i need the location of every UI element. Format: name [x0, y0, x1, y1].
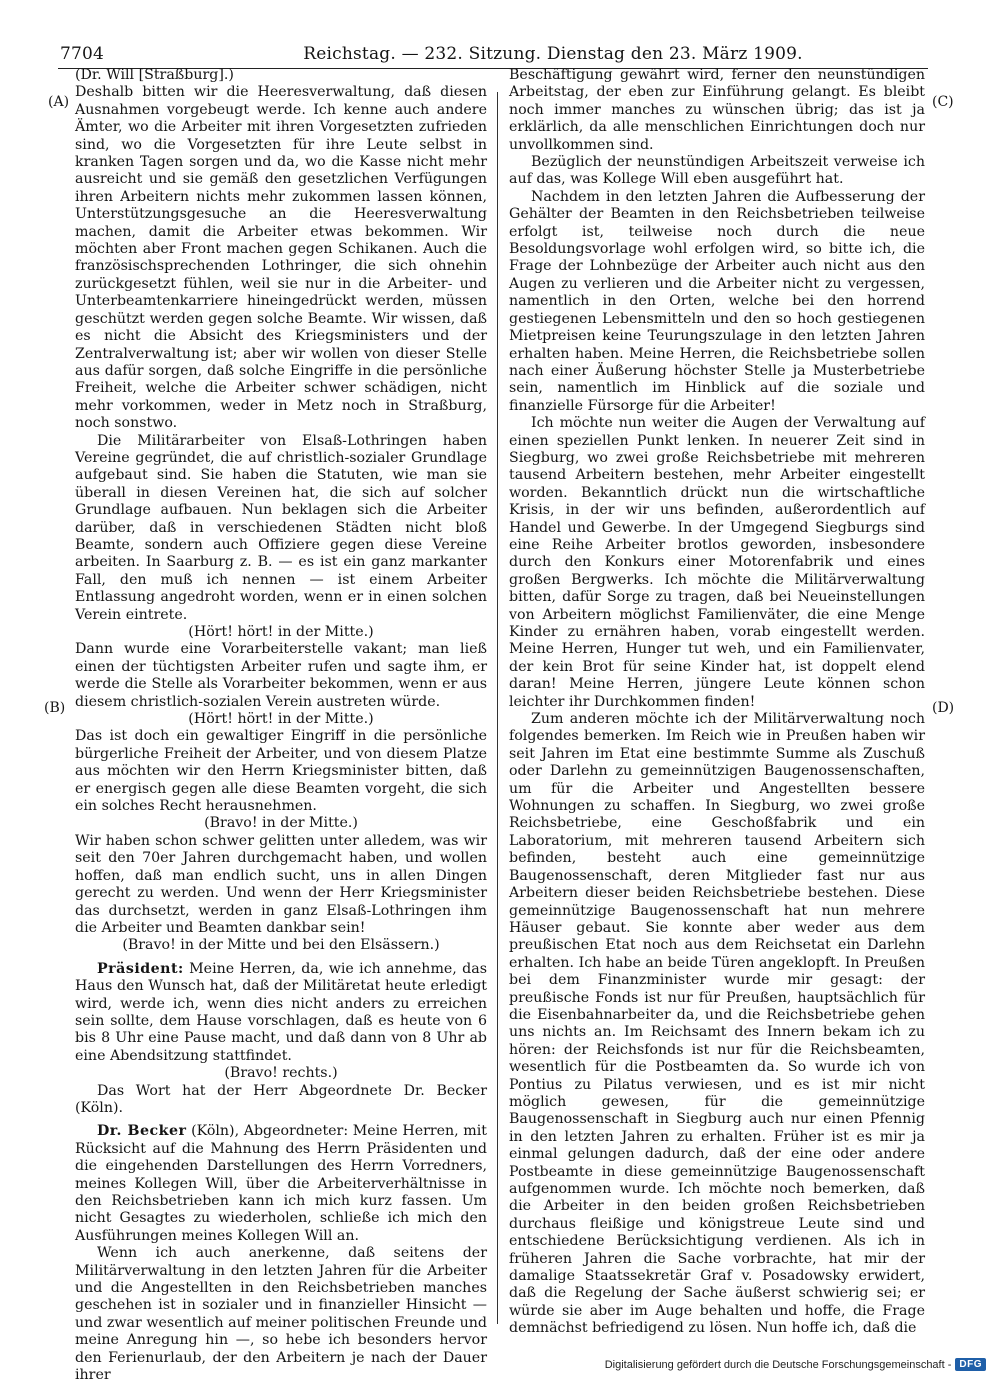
speech-text: (Köln), Abgeordneter: Meine Herren, mit Rücksicht auf die Mahnung des Herrn Präsidenten und die eingehenden Darstellungen des Herrn Vorredners, meines Kollegen Will, über die Arbeiterverhältnisse in den Reichsbetrieben kann ich mich kurz fassen. Um nicht Gesagtes zu wiederholen, schließe ich mich den Ausführungen meines Kollegen Will an. — [75, 1123, 488, 1244]
paragraph: Dann wurde eine Vorarbeiterstelle vakant; man ließ einen der tüchtigsten Arbeiter rufen und sagte ihm, er werde die Stelle als Vorarbeiter bekommen, wenn er aus diesem christlich-sozialen Verein austreten würde. — [75, 641, 487, 710]
footer-text: Digitalisierung gefördert durch die Deutsche Forschungsgemeinschaft - — [604, 1358, 952, 1371]
speaker-name: Präsident: — [97, 960, 184, 977]
margin-mark-a: (A) — [48, 94, 70, 110]
paragraph: Wir haben schon schwer gelitten unter alledem, was wir seit den 70er Jahren durchgemacht haben, und wollen hoffen, daß man endlich sucht, uns in allen Dingen gerecht zu werden. Und wenn der Herr Kriegsminister das durchsetzt, werden in ganz Elsaß-Lothringen ihm die Arbeiter und Beamten dankbar sein! — [75, 832, 487, 936]
paragraph: Die Militärarbeiter von Elsaß-Lothringen haben Vereine gegründet, die auf christlich-sozialer Grundlage aufgebaut sind. Sie haben die Statuten, wie man sie überall in diesen Vereinen hat, die sich auf solcher Grundlage aufbauen. Nun beklagen sich die Arbeiter darüber, daß in verschiedenen Städten nicht bloß Beamte, sondern auch Offiziere gegen diese Vereine arbeiten. In Saarburg z. B. — es ist ein ganz markanter Fall, den muß ich nennen — ist einem Arbeiter Entlassung angedroht worden, wenn er in einen solchen Verein eintrete. — [75, 432, 487, 623]
left-column — [75, 67, 488, 1384]
margin-mark-d: (D) — [932, 700, 955, 716]
page-number: 7704 — [60, 44, 105, 64]
interjection: (Bravo! rechts.) — [224, 1065, 338, 1082]
paragraph: Wenn ich auch anerkenne, daß seitens der Militärverwaltung in den letzten Jahren für die Arbeiter und die Angestellten in den Reichsbetrieben manches geschehen ist in sozialer und in finanzieller Hinsicht — und zwar wesentlich auf meiner politischen Freunde und meine Anregung hin —, so hebe ich besonders hervor den Ferienurlaub, der den Arbeitern je nach der Dauer ihrer — [75, 1245, 487, 1384]
interjection: (Bravo! in der Mitte.) — [204, 815, 358, 832]
president-statement — [75, 961, 487, 1065]
speaker-reference: (Dr. Will [Straßburg].) — [75, 67, 234, 83]
paragraph: Nachdem in den letzten Jahren die Aufbesserung der Gehälter der Beamten in den Reichsbetrieben teilweise erfolgt ist, teilweise noch durch die neue Besoldungsvorlage wohl erfolgen wird, so bitte ich, die Frage der Lohnbezüge der Arbeiter auch nicht aus den Augen zu verlieren und die Arbeiter nicht zu vergessen, namentlich in den Orten, welche bei den horrend gestiegenen Lebensmitteln und den so hoch gestiegenen Mietpreisen keine Teurungszulage in den letzten Jahren erhalten haben. Meine Herren, die Reichsbetriebe sollen nach einer Äußerung höchster Stelle ja Musterbetriebe sein, namentlich im Hinblick auf die soziale und finanzielle Fürsorge für die Arbeiter! — [509, 188, 925, 414]
interjection: (Bravo! in der Mitte und bei den Elsässern.) — [122, 937, 440, 954]
dfg-logo-icon: DFG — [955, 1358, 986, 1371]
interjection: (Hört! hört! in der Mitte.) — [188, 624, 374, 640]
paragraph: Zum anderen möchte ich der Militärverwaltung noch folgendes bemerken. Im Reich wie in Preußen haben wir seit Jahren im Etat eine bestimmte Summe als Zuschuß oder Darlehn zu gemeinnützigen Baugenossenschaften, um für die Arbeiter und Angestellten bessere Wohnungen zu schaffen. In Siegburg, wo zwei große Reichsbetriebe, eine Geschoßfabrik und ein Laboratorium, mit mehreren tausend Arbeitern sich befinden, besteht auch eine gemeinnützige Baugenossenschaft, deren Mitglieder fast nur aus Arbeitern dieser beiden Reichsbetriebe bestehen. Diese gemeinnützige Baugenossenschaft hat nun mehrere Häuser gebaut. Sie konnte aber weder aus dem preußischen Etat noch aus dem Reichsetat ein Darlehn erhalten. Ich habe an beide Türen angeklopft. In Preußen bei dem Finanzminister wurde mir gesagt: der preußische Fonds ist nur für Preußen, hauptsächlich für die Eisenbahnarbeiter da, und die Reichsbetriebe gehen uns nichts an. Im Reichsamt des Innern bekam ich zu hören: der Reichsfonds ist nur für die Reichsbeamten, wesentlich für die Postbeamten da. So wurde ich von Pontius zu Pilatus verwiesen, und es ist mir nicht möglich gewesen, für die gemeinnützige Baugenossenschaft in Siegburg auch nur einen Pfennig in den letzten Jahren zu erhalten. Früher ist es mir ja einmal gelungen dadurch, daß der eine oder andere Postbeamte in diese gemeinnützige Baugenossenschaft aufgenommen wurde. Ich möchte noch bemerken, daß die Arbeiter in den beiden großen Reichsbetrieben durchaus fleißige und königstreue Leute sind und entschiedene Berücksichtigung verdienen. Als ich in früheren Jahren die Sache vorbrachte, hat mir der damalige Staatssekretär Graf v. Posadowsky erwidert, daß die Regelung der Sache äußerst schwierig sei; er würde sie aber im Auge behalten und hoffe, die Frage demnächst befriedigend zu lösen. Nun hoffe ich, daß die — [509, 711, 925, 1337]
paragraph: Beschäftigung gewährt wird, ferner den neunstündigen Arbeitstag, der eben zur Einführung gelangt. Es bleibt noch immer manches zu wünschen übrig; das ist ja erklärlich, da alle menschlichen Einrichtungen doch nur unvollkommen sind. — [509, 67, 925, 153]
speaker-name: Dr. Becker — [97, 1123, 187, 1140]
paragraph: Das ist doch ein gewaltiger Eingriff in die persönliche bürgerliche Freiheit der Arbeiter, und von diesem Platze aus möchten wir den Herrn Kriegsminister bitten, daß er energisch gegen alle diese Beamten vorgeht, die sich ein solches Recht herausnehmen. — [75, 728, 487, 815]
speech-text: Meine Herren, da, wie ich annehme, das Haus den Wunsch hat, daß der Militäretat heute erledigt wird, werde ich, wenn dies nicht anders zu erreichen sein sollte, dem Hause vorschlagen, daß es heute von 6 bis 8 Uhr eine Pause macht, und daß dann von 8 Uhr ab eine Abendsitzung stattfindet. — [75, 960, 488, 1064]
margin-mark-c: (C) — [932, 94, 954, 110]
paragraph: Das Wort hat der Herr Abgeordnete Dr. Becker (Köln). — [75, 1082, 487, 1116]
paragraph: Ich möchte nun weiter die Augen der Verwaltung auf einen speziellen Punkt lenken. In neuerer Zeit sind in Siegburg, wo zwei große Reichsbetriebe mit mehreren tausend Arbeitern bestehen, mehr Arbeiter eingestellt worden. Bekanntlich drückt nun die wirtschaftliche Krisis, in der wir uns befinden, außerordentlich auf Handel und Gewerbe. In der Umgegend Siegburgs sind eine Reihe Arbeiter brotlos geworden, insbesondere durch den Konkurs einer Motorenfabrik und eines großen Bergwerks. Ich möchte die Militärverwaltung bitten, dafür Sorge zu tragen, daß bei Neueinstellungen von Arbeitern möglichst Familienväter, die eine Menge Kinder zu ernähren haben, vorab eingestellt werden. Meine Herren, Hunger tut weh, und ein Familienvater, der kein Brot für seine Kinder hat, ist doppelt elend daran! Meine Herren, jüngere Leute können schon leichter ihr Durchkommen finden! — [509, 415, 925, 710]
margin-mark-b: (B) — [44, 700, 66, 716]
paragraph: Bezüglich der neunstündigen Arbeitszeit verweise ich auf das, was Kollege Will eben ausgeführt hat. — [509, 154, 925, 188]
page-header — [58, 40, 928, 69]
column-divider — [497, 92, 498, 1324]
page-title: Reichstag. — 232. Sitzung. Dienstag den 23. März 1909. — [303, 44, 803, 64]
paragraph: Deshalb bitten wir die Heeresverwaltung, daß diesen Ausnahmen vorgebeugt werde. Ich kenne auch andere Ämter, wo die Arbeiter mit ihren Vorgesetzten zufrieden sind, wo die Vorgesetzten für ihre Leute selbst in kranken Tagen sorgen und da, wo die Kasse nicht mehr ausreicht und sie gemäß den gesetzlichen Verfügungen ihren Arbeitern nichts mehr zukommen lassen können, Unterstützungsgesuche an die Heeresverwaltung machen, damit die Arbeiter etwas bekommen. Wir möchten aber Front machen gegen Schikanen. Auch die französischsprechenden Lothringer, die sich ohnehin zurückgesetzt fühlen, weil sie nur in die Arbeiter- und Unterbeamtenkarriere hineingedrückt werden, müssen geschützt werden gegen solche Beamte. Wir wissen, daß es nicht die Absicht des Kriegsministers und der Zentralverwaltung ist; aber wir wollen von dieser Stelle aus dafür sorgen, daß solche Eingriffe in die persönliche Freiheit, welche die Arbeiter schwer schädigen, nicht mehr vorkommen, weder in Metz noch in Straßburg, noch sonstwo. — [75, 84, 487, 432]
footer — [605, 1358, 986, 1371]
right-column — [509, 67, 925, 1337]
interjection: (Hört! hört! in der Mitte.) — [188, 711, 374, 728]
becker-speech-intro — [75, 1123, 487, 1245]
